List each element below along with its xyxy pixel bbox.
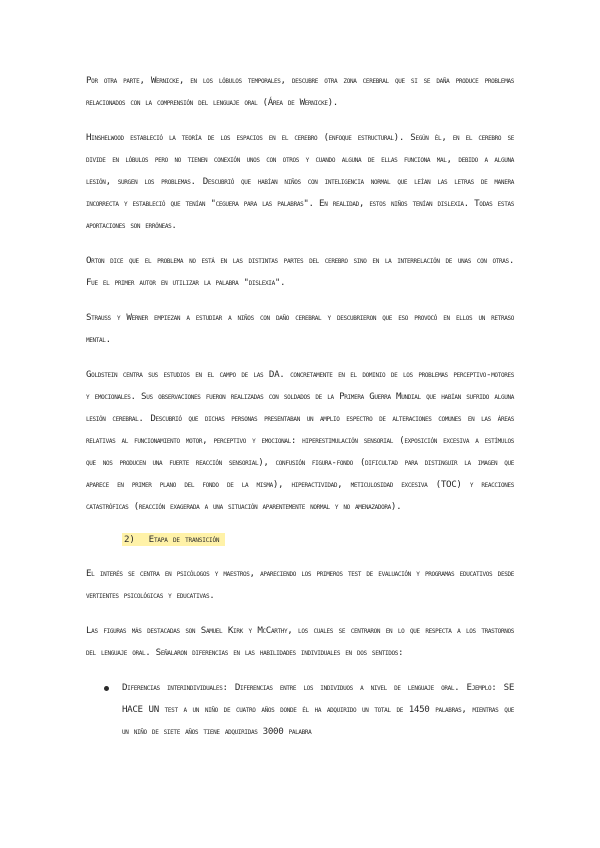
bullet-dot <box>104 686 109 691</box>
paragraph-wernicke: Por otra parte, Wernicke, en los lóbulos temporales, descubre otra zona cerebral que si se daña produce problemas relacionados con la comprensión del lenguaje oral (Área de Wernicke). <box>86 75 514 108</box>
list-item-text: Diferencias interindividuales: Diferencias entre los individuos a nivel de lenguaje oral. Ejemplo: SE HACE UN test a un niño de cuatro años donde él ha adquirido un total de 1450 palabras, mientras que un niño de siete años tiene adquiridas 3000 palabra <box>122 682 514 737</box>
paragraph-hinshelwood: Hinshelwood estableció la teoría de los espacios en el cerebro (enfoque estructural). Según él, en el cerebro se divide en lóbulos pero no tienen conexión unos con otros y cuando alguna de ellas funciona mal, debido a alguna lesión, surgen los problemas. Descubrió que habían niños con inteligencia normal que leían las letras de manera incorrecta y estableció que tenían "ceguera para las palabras". En realidad, estos niños tenían dislexia. Todas estas aportaciones son erróneas. <box>86 132 514 231</box>
section-number: 2) <box>124 534 135 545</box>
list-item <box>86 677 514 743</box>
section-heading <box>122 531 514 549</box>
paragraph-strauss-werner: Strauss y Werner empiezan a estudiar a niños con daño cerebral y descubrieron que eso provocó en ellos un retraso mental. <box>86 312 514 345</box>
section-title: Etapa de transición <box>148 534 220 545</box>
bullet-list <box>86 677 514 743</box>
paragraph-figuras: Las figuras más destacadas son Samuel Kirk y McCarthy, los cuales se centraron en lo que respecta a los trastornos del lenguaje oral. Señalaron diferencias en las habilidades individuales en dos sentidos: <box>86 625 514 658</box>
paragraph-interes: El interés se centra en psicólogos y maestros, apareciendo los primeros test de evaluación y programas educativos desde vertientes psicológicas y educativas. <box>86 568 514 601</box>
section-heading-highlight <box>122 533 225 546</box>
paragraph-goldstein: Goldstein centra sus estudios en el campo de las DA. concretamente en el dominio de los problemas perceptivo-motores y emocionales. Sus observaciones fueron realizadas con soldados de la Primera Guerra Mundial que habían sufrido alguna lesión cerebral. Descubrió que dichas personas presentaban un amplio espectro de alteraciones comunes en las áreas relativas al funcionamiento motor, perceptivo y emocional: hiperestimulación sensorial (exposición excesiva a estímulos que nos producen una fuerte reacción sensorial), confusión figura-fondo (dificultad para distinguir la imagen que aparece en primer plano del fondo de la misma), hiperactividad, meticulosidad excesiva (TOC) y reacciones catastróficas (reacción exagerada a una situación aparentemente normal y no amenazadora). <box>86 369 514 512</box>
paragraph-orton: Orton dice que el problema no está en las distintas partes del cerebro sino en la interrelación de unas con otras. Fue el primer autor en utilizar la palabra "dislexia". <box>86 255 514 288</box>
